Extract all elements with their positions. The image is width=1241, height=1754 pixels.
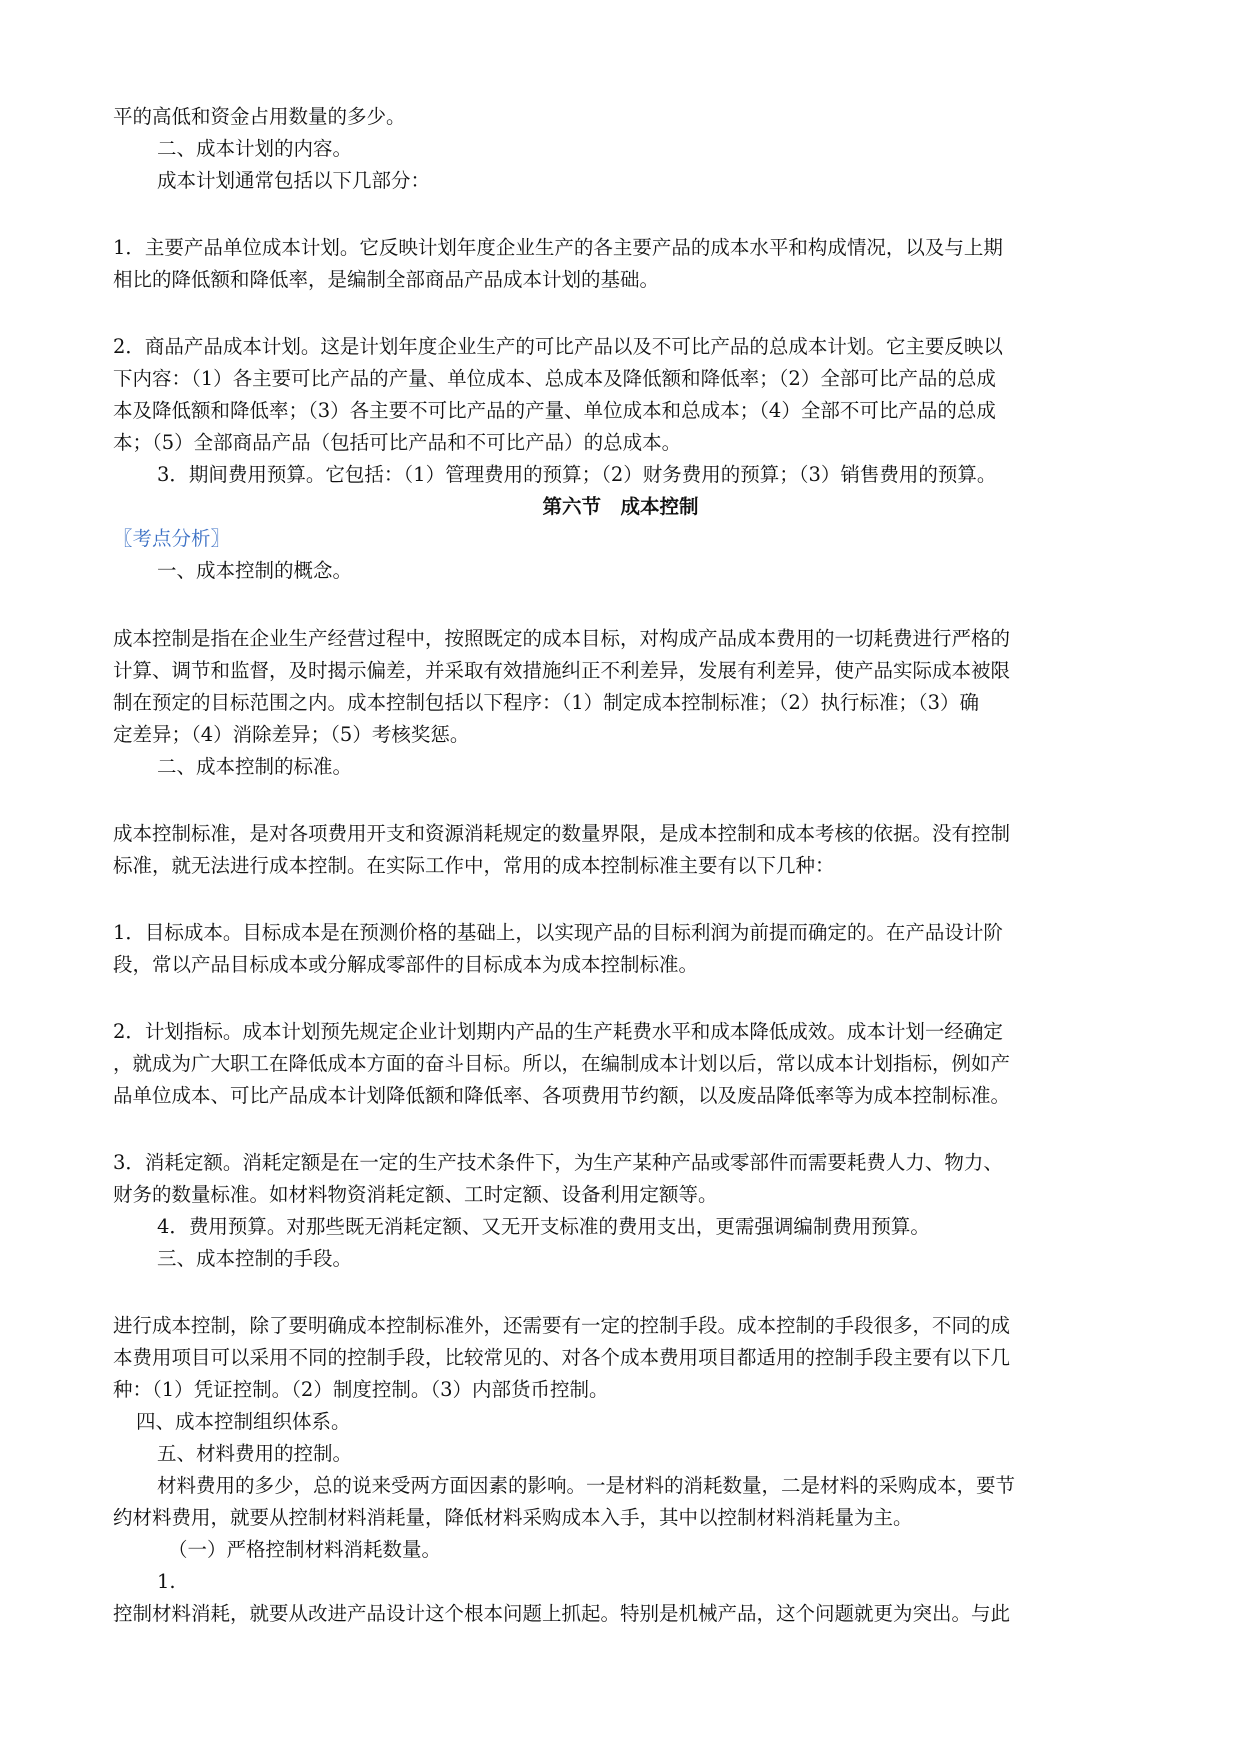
text-line: 1．目标成本。目标成本是在预测价格的基础上，以实现产品的目标利润为前提而确定的。在产品设计阶	[113, 921, 1003, 944]
text-line: 3．消耗定额。消耗定额是在一定的生产技术条件下，为生产某种产品或零部件而需要耗费人力、物力、	[113, 1151, 1003, 1174]
text-line: 本及降低额和降低率；（3）各主要不可比产品的产量、单位成本和总成本；（4）全部不可比产品的总成	[113, 399, 996, 422]
exam-analysis-link[interactable]: 〖考点分析〗	[113, 527, 231, 550]
text-line: 成本控制是指在企业生产经营过程中，按照既定的成本目标，对构成产品成本费用的一切耗费进行严格的	[113, 627, 1011, 650]
text-line: 成本控制标准，是对各项费用开支和资源消耗规定的数量界限，是成本控制和成本考核的依据。没有控制	[113, 822, 1011, 845]
text-line: 种：（1）凭证控制。（2）制度控制。（3）内部货币控制。	[113, 1378, 609, 1401]
text-line: 下内容：（1）各主要可比产品的产量、单位成本、总成本及降低额和降低率；（2）全部可比产品的总成	[113, 367, 996, 390]
section-heading: 二、成本计划的内容。	[157, 137, 353, 160]
text-line: 2．商品产品成本计划。这是计划年度企业生产的可比产品以及不可比产品的总成本计划。它主要反映以	[113, 335, 1003, 358]
text-line: 品单位成本、可比产品成本计划降低额和降低率、各项费用节约额，以及废品降低率等为成本控制标准。	[113, 1084, 1011, 1107]
text-line: 相比的降低额和降低率，是编制全部商品产品成本计划的基础。	[113, 268, 660, 291]
list-number: 1.	[157, 1570, 176, 1593]
text-line: 制在预定的目标范围之内。成本控制包括以下程序：（1）制定成本控制标准；（2）执行标准；（3）确	[113, 691, 979, 714]
text-line: 财务的数量标准。如材料物资消耗定额、工时定额、设备利用定额等。	[113, 1183, 718, 1206]
section-heading: 一、成本控制的概念。	[157, 559, 353, 582]
section-heading: 五、材料费用的控制。	[157, 1442, 353, 1465]
text-line: 2．计划指标。成本计划预先规定企业计划期内产品的生产耗费水平和成本降低成效。成本计划一经确定	[113, 1020, 1003, 1043]
text-line: 计算、调节和监督，及时揭示偏差，并采取有效措施纠正不利差异，发展有利差异，使产品实际成本被限	[113, 659, 1011, 682]
text-line: 本；（5）全部商品产品（包括可比产品和不可比产品）的总成本。	[113, 431, 682, 454]
text-line: 成本计划通常包括以下几部分：	[157, 169, 431, 192]
text-line: 本费用项目可以采用不同的控制手段，比较常见的、对各个成本费用项目都适用的控制手段主要有以下几	[113, 1346, 1011, 1369]
text-line: 进行成本控制，除了要明确成本控制标准外，还需要有一定的控制手段。成本控制的手段很多，不同的成	[113, 1314, 1011, 1337]
text-line: 标准，就无法进行成本控制。在实际工作中，常用的成本控制标准主要有以下几种：	[113, 854, 835, 877]
section-title: 第六节 成本控制	[542, 495, 699, 518]
section-heading: 三、成本控制的手段。	[157, 1247, 353, 1270]
text-line: 平的高低和资金占用数量的多少。	[113, 105, 406, 128]
text-line: 材料费用的多少，总的说来受两方面因素的影响。一是材料的消耗数量，二是材料的采购成本，要节	[157, 1474, 1016, 1497]
text-line: 控制材料消耗，就要从改进产品设计这个根本问题上抓起。特别是机械产品，这个问题就更为突出。与此	[113, 1602, 1011, 1625]
text-line: 4．费用预算。对那些既无消耗定额、又无开支标准的费用支出，更需强调编制费用预算。	[157, 1215, 930, 1238]
text-line: 1．主要产品单位成本计划。它反映计划年度企业生产的各主要产品的成本水平和构成情况，以及与上期	[113, 236, 1003, 259]
text-line: 定差异；（4）消除差异；（5）考核奖惩。	[113, 723, 470, 746]
text-line: 约材料费用，就要从控制材料消耗量，降低材料采购成本入手，其中以控制材料消耗量为主。	[113, 1506, 913, 1529]
subsection-heading: （一）严格控制材料消耗数量。	[168, 1538, 442, 1561]
section-heading: 四、成本控制组织体系。	[136, 1410, 351, 1433]
text-line: 3．期间费用预算。它包括：（1）管理费用的预算；（2）财务费用的预算；（3）销售费用的预算。	[157, 463, 997, 486]
text-line: ，就成为广大职工在降低成本方面的奋斗目标。所以，在编制成本计划以后，常以成本计划指标，例如产	[113, 1052, 1011, 1075]
text-line: 段，常以产品目标成本或分解成零部件的目标成本为成本控制标准。	[113, 953, 699, 976]
section-heading: 二、成本控制的标准。	[157, 755, 353, 778]
